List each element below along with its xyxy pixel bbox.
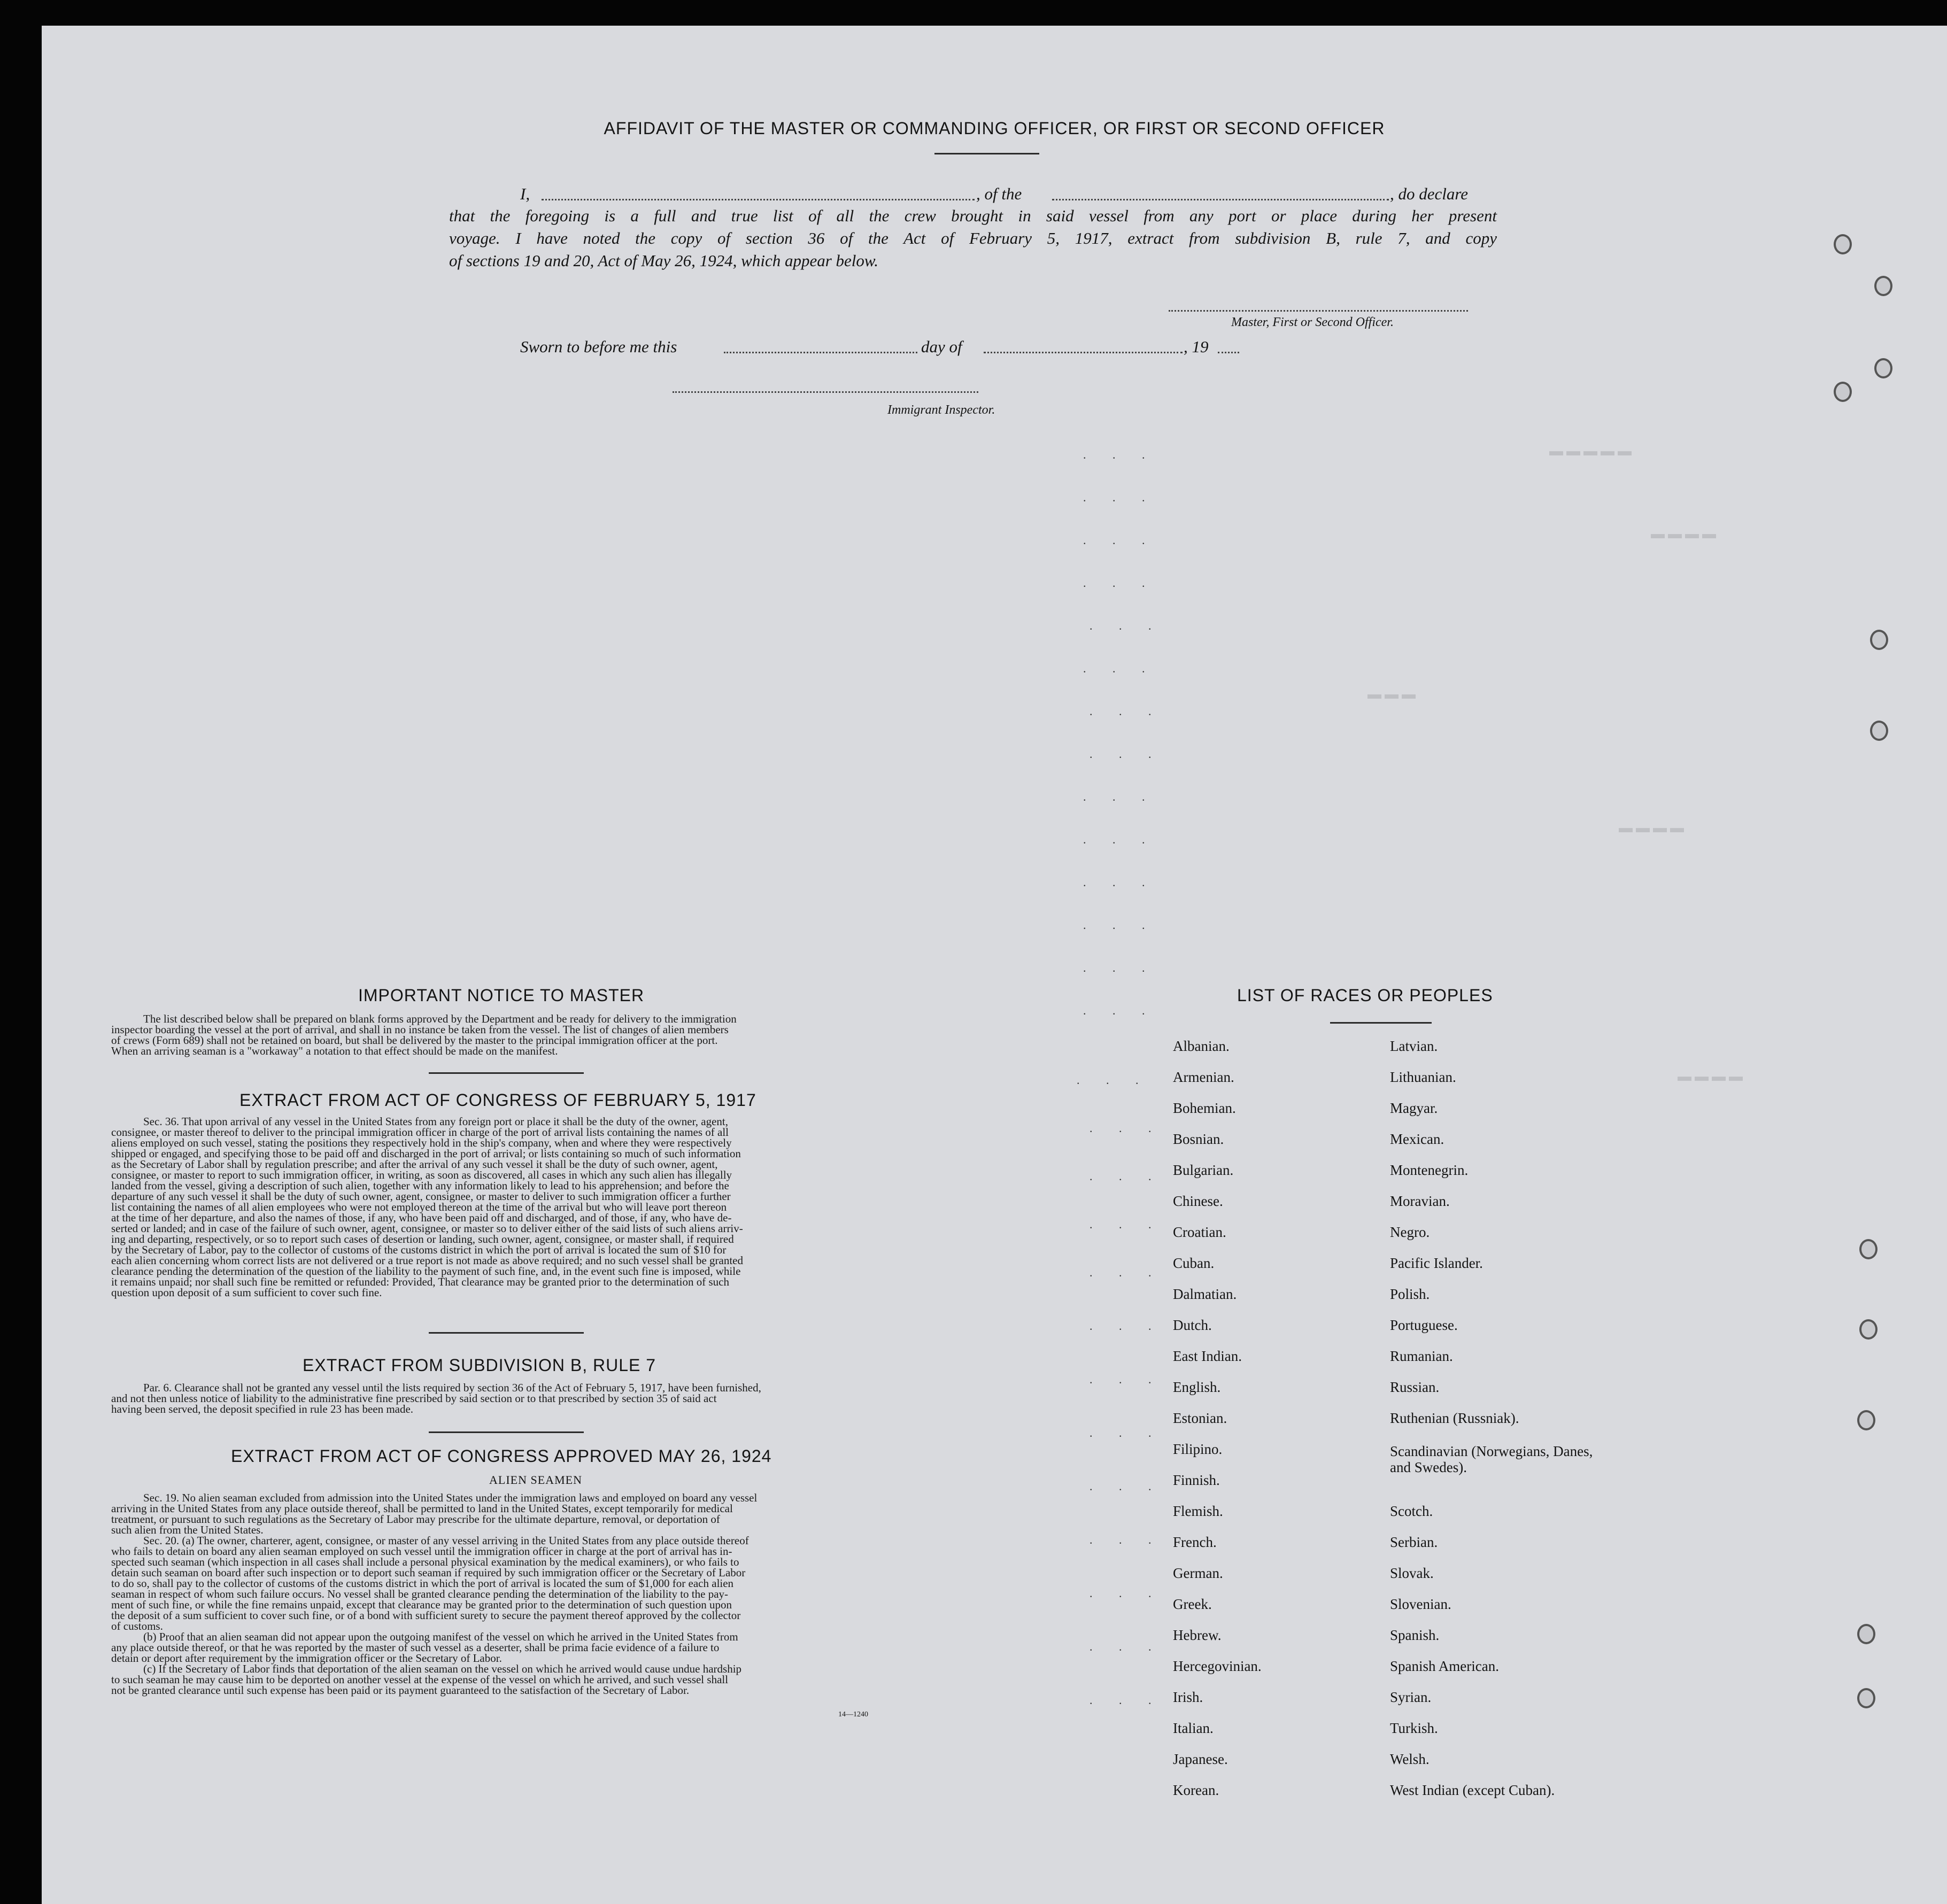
affidavit-line-4: of sections 19 and 20, Act of May 26, 1924, which appear below. (449, 251, 879, 270)
extract-1917-line: ing and departing, respectively, or so to report such cases of desertion or landing, such owner, agent, consignee, or master shall, if required (111, 1233, 734, 1245)
sworn-month-blank (984, 352, 1183, 353)
dot-leader: . . . (1090, 1640, 1163, 1653)
extract-1917-line: consignee, or master to report to such immigration officer, in writing, as soon as discovered, all cases in which any such alien has illegally (111, 1168, 732, 1181)
punch-hole (1859, 1239, 1878, 1259)
dot-leader: . . . (1090, 1533, 1163, 1546)
race-left: Greek. (1173, 1596, 1212, 1612)
sworn-year: , 19 (1184, 337, 1209, 356)
extract-1924-line: (b) Proof that an alien seaman did not appear upon the outgoing manifest of the vessel on which he arrived in the United States from (143, 1630, 738, 1643)
race-right: Spanish. (1390, 1627, 1440, 1643)
race-left: Bulgarian. (1173, 1162, 1234, 1178)
notice-line: When an arriving seaman is a "workaway" a notation to that effect should be made on the manifest. (111, 1044, 558, 1057)
notice-rule (429, 1072, 584, 1074)
race-right: Ruthenian (Russniak). (1390, 1410, 1519, 1426)
extract-1917-heading: EXTRACT FROM ACT OF CONGRESS OF FEBRUARY 5, 1917 (239, 1090, 756, 1110)
dot-leader: . . . (1090, 1170, 1163, 1183)
notice-line: inspector boarding the vessel at the port of arrival, and shall in no instance be taken from the vessel. The list of changes of alien members (111, 1023, 729, 1036)
punch-hole (1870, 721, 1888, 741)
dot-leader: . . . (1090, 1218, 1163, 1231)
race-right: Scandinavian (Norwegians, Danes, and Swedes). (1390, 1443, 1593, 1475)
extract-1917-text (111, 1116, 960, 1298)
extract-1924-line: ment of such fine, or while the fine remains unpaid, except that clearance may be granted prior to the determination of such question upon (111, 1598, 732, 1611)
extract-1924-line: seaman in respect of whom such failure occurs. No vessel shall be granted clearance pending the determination of the liability to the pay- (111, 1588, 729, 1600)
race-left: Dalmatian. (1173, 1286, 1237, 1302)
extract-1924-line: spected such seaman (which inspection in all cases shall include a personal physical examination by the medical examiners), or who fails to (111, 1555, 739, 1568)
punch-hole (1857, 1688, 1875, 1708)
extract-1924-text (111, 1492, 960, 1696)
rule7-text (111, 1382, 960, 1414)
signature-caption: Master, First or Second Officer. (1231, 315, 1394, 329)
race-left: French. (1173, 1534, 1217, 1550)
race-right: Magyar. (1390, 1100, 1438, 1116)
rule7-line: and not then unless notice of liability to the administrative fine prescribed by said section or to that prescribed by section 35 of said act (111, 1392, 717, 1405)
race-right: Spanish American. (1390, 1658, 1499, 1674)
race-left: Cuban. (1173, 1255, 1215, 1271)
dot-leader: . . . (1083, 491, 1157, 504)
extract-1924-line: not be granted clearance until such expense has been paid or its payment guaranteed to the satisfaction of the Secretary of Labor. (111, 1684, 690, 1697)
race-right: Latvian. (1390, 1038, 1438, 1054)
inspector-blank (673, 391, 978, 393)
race-right: Lithuanian. (1390, 1069, 1456, 1085)
punch-hole (1859, 1319, 1878, 1340)
notice-line: of crews (Form 689) shall not be retained on board, but shall be delivered by the master to the principal immigration officer at the port. (111, 1034, 718, 1047)
alien-seamen-subheading: ALIEN SEAMEN (489, 1473, 582, 1487)
signature-blank (1169, 310, 1468, 312)
document-page (42, 26, 1947, 1904)
race-left: Irish. (1173, 1689, 1203, 1705)
race-left: Flemish. (1173, 1503, 1223, 1519)
dot-leader: . . . (1083, 833, 1157, 846)
extract-1924-line: treatment, or pursuant to such regulations as the Secretary of Labor may prescribe for the ultimate departure, removal, or deportation of (111, 1513, 720, 1526)
punch-hole (1870, 630, 1888, 650)
race-left: Finnish. (1173, 1472, 1220, 1488)
race-right: Polish. (1390, 1286, 1430, 1302)
extract-1917-line: by the Secretary of Labor, pay to the collector of customs of the customs district in which the port of arrival is located the sum of $10 for (111, 1243, 727, 1256)
bleed-through: ▬▬▬▬ (1651, 525, 1719, 541)
extract-1917-line: consignee, or master thereof to deliver to the principal immigration officer in charge of the port of arrival lists containing the names of all (111, 1126, 729, 1139)
extract-1917-line: list containing the names of all alien employees who were not employed thereon at the time of the arrival but who will leave port thereon (111, 1201, 727, 1213)
dot-leader: . . . (1090, 747, 1163, 761)
race-left: Italian. (1173, 1720, 1214, 1736)
extract-1917-line: aliens employed on such vessel, stating the positions they respectively hold in the ship's company, when and where they were respectively (111, 1136, 732, 1149)
extract-1924-line: such alien from the United States. (111, 1523, 264, 1536)
dot-leader: . . . (1090, 1426, 1163, 1439)
race-left: East Indian. (1173, 1348, 1242, 1364)
dot-leader: . . . (1077, 1073, 1150, 1087)
race-left: Dutch. (1173, 1317, 1212, 1333)
race-right: Negro. (1390, 1224, 1430, 1240)
bleed-through: ▬▬▬▬▬ (1549, 443, 1635, 459)
race-right: Welsh. (1390, 1751, 1430, 1767)
race-left: Croatian. (1173, 1224, 1226, 1240)
race-right: Rumanian. (1390, 1348, 1453, 1364)
extract-1917-rule (429, 1332, 584, 1334)
race-right: West Indian (except Cuban). (1390, 1782, 1555, 1798)
extract-1917-line: shipped or engaged, and specifying those to be paid off and discharged in the port of arrival; or lists containing so much of such information (111, 1147, 741, 1160)
dot-leader: . . . (1090, 1319, 1163, 1333)
dot-leader: . . . (1083, 790, 1157, 803)
race-right: Russian. (1390, 1379, 1440, 1395)
race-right: Moravian. (1390, 1193, 1450, 1209)
extract-1924-line: (c) If the Secretary of Labor finds that deportation of the alien seaman on the vessel on which he arrived would cause undue hardship (143, 1662, 742, 1675)
race-left: Chinese. (1173, 1193, 1223, 1209)
extract-1924-line: Sec. 19. No alien seaman excluded from admission into the United States under the immigration laws and employed on board any vessel (143, 1491, 758, 1504)
race-left: Korean. (1173, 1782, 1219, 1798)
sworn-year-blank (1218, 352, 1239, 353)
race-right: Turkish. (1390, 1720, 1438, 1736)
dot-leader: . . . (1083, 1004, 1157, 1017)
extract-1917-line: serted or landed; and in case of the failure of such owner, agent, consignee, or master so to deliver either of the said lists of such aliens arriv- (111, 1222, 743, 1235)
notice-heading: IMPORTANT NOTICE TO MASTER (358, 986, 645, 1005)
extract-1924-line: Sec. 20. (a) The owner, charterer, agent, consignee, or master of any vessel arriving in the United States from any place outside thereof (143, 1534, 749, 1547)
rule7-line: having been served, the deposit specified in rule 23 has been made. (111, 1403, 414, 1415)
extract-1924-line: the deposit of a sum sufficient to cover such fine, or of a bond with sufficient surety to secure the payment thereof approved by the collector (111, 1609, 741, 1622)
races-rule (1330, 1022, 1432, 1024)
race-left: Bohemian. (1173, 1100, 1236, 1116)
affidavit-i: I, (520, 184, 530, 203)
extract-1924-line: detain such seaman on board after such inspection or to deport such seaman if required by such immigration officer or the Secretary of Labor (111, 1566, 746, 1579)
punch-hole (1874, 276, 1892, 296)
extract-1917-line: each alien concerning whom correct lists are not delivered or a true report is not made as above required; and no such vessel shall be granted (111, 1254, 743, 1267)
extract-1917-line: clearance pending the determination of the question of the liability to the payment of such fine, and, in the event such fine is imposed, while (111, 1265, 741, 1278)
race-right: Scotch. (1390, 1503, 1433, 1519)
extract-1924-line: who fails to detain on board any alien seaman employed on such vessel until the immigration officer in charge at the port of arrival has in- (111, 1545, 732, 1558)
affidavit-line-3: voyage. I have noted the copy of section 36 of the Act of February 5, 1917, extract from subdivision B, rule 7, and copy (449, 229, 1497, 247)
extract-1924-line: to such seaman he may cause him to be deported on another vessel at the expense of the vessel on which he arrived, and such vessel shall (111, 1673, 729, 1686)
dot-leader: . . . (1083, 961, 1157, 974)
extract-1924-line: to do so, shall pay to the collector of customs of the customs district in which the port of arrival is located the sum of $1,000 for each alien (111, 1577, 734, 1590)
punch-hole (1857, 1624, 1875, 1644)
affidavit-line-2: that the foregoing is a full and true list of all the crew brought in said vessel from any port or place during her present (449, 206, 1497, 225)
race-left: Hebrew. (1173, 1627, 1222, 1643)
dot-leader: . . . (1090, 1373, 1163, 1386)
race-left: Japanese. (1173, 1751, 1228, 1767)
extract-1924-heading: EXTRACT FROM ACT OF CONGRESS APPROVED MAY 26, 1924 (231, 1446, 772, 1466)
extract-1917-line: departure of any such vessel it shall be the duty of such owner, agent, consignee, or master to deliver to such immigration officer a further (111, 1190, 731, 1203)
race-left: Filipino. (1173, 1441, 1223, 1457)
dot-leader: . . . (1090, 1121, 1163, 1135)
form-number: 14—1240 (838, 1710, 868, 1719)
sworn-day-blank (724, 352, 917, 353)
dot-leader: . . . (1090, 1693, 1163, 1707)
title-rule (934, 153, 1039, 154)
race-left: Hercegovinian. (1173, 1658, 1262, 1674)
dot-leader: . . . (1090, 1266, 1163, 1279)
bleed-through: ▬▬▬▬ (1619, 819, 1687, 835)
extract-1917-line: question upon deposit of a sum sufficient to cover such fine. (111, 1286, 382, 1299)
dot-leader: . . . (1083, 448, 1157, 461)
affidavit-title: AFFIDAVIT OF THE MASTER OR COMMANDING OFFICER, OR FIRST OR SECOND OFFICER (604, 119, 1385, 138)
extract-1924-line: arriving in the United States from any place outside thereof, shall be permitted to land in the United States, except temporarily for medical (111, 1502, 733, 1515)
extract-1917-line: it remains unpaid; nor shall such fine be remitted or refunded: Provided, That clearance may be granted prior to the determination of such (111, 1275, 729, 1288)
race-right: Portuguese. (1390, 1317, 1458, 1333)
dot-leader: . . . (1083, 876, 1157, 889)
dot-leader: . . . (1090, 1586, 1163, 1600)
punch-hole (1834, 234, 1852, 254)
dot-leader: . . . (1083, 576, 1157, 590)
dot-leader: . . . (1090, 1480, 1163, 1493)
extract-1917-line: landed from the vessel, giving a description of such alien, together with any information likely to lead to his apprehension; and before the (111, 1179, 729, 1192)
dot-leader: . . . (1083, 662, 1157, 675)
race-right: Slovak. (1390, 1565, 1434, 1581)
dot-leader: . . . (1090, 705, 1163, 718)
extract-1924-line: detain or deport after requirement by the immigration officer or the Secretary of Labor. (111, 1652, 502, 1665)
rule7-line: Par. 6. Clearance shall not be granted any vessel until the lists required by section 36 of the Act of February 5, 1917, have been furnished, (143, 1381, 761, 1394)
extract-1917-line: at the time of her departure, and also the names of those, if any, who have been paid off and discharged, and of those, if any, who have de- (111, 1211, 732, 1224)
race-right: Syrian. (1390, 1689, 1432, 1705)
race-right: Montenegrin. (1390, 1162, 1469, 1178)
race-right: Slovenian. (1390, 1596, 1451, 1612)
dot-leader: . . . (1083, 918, 1157, 932)
punch-hole (1857, 1410, 1875, 1430)
affidavit-declare: , do declare (1390, 184, 1469, 203)
race-right: Mexican. (1390, 1131, 1444, 1147)
inspector-caption: Immigrant Inspector. (887, 403, 995, 417)
affidavit-of-the: , of the (976, 184, 1022, 203)
sworn-day-of: day of (921, 337, 962, 356)
rule7-rule (429, 1431, 584, 1433)
notice-line: The list described below shall be prepared on blank forms approved by the Department and be ready for delivery to the immigration (143, 1012, 737, 1025)
race-left: Albanian. (1173, 1038, 1230, 1054)
notice-text (111, 1013, 960, 1056)
race-left: English. (1173, 1379, 1221, 1395)
vessel-blank (1052, 199, 1389, 200)
race-left: German. (1173, 1565, 1223, 1581)
bleed-through: ▬▬▬ (1367, 686, 1419, 702)
sworn-text: Sworn to before me this (520, 337, 677, 356)
name-blank (542, 199, 975, 200)
race-right: Pacific Islander. (1390, 1255, 1483, 1271)
rule7-heading: EXTRACT FROM SUBDIVISION B, RULE 7 (303, 1356, 656, 1375)
punch-hole (1834, 382, 1852, 402)
bleed-through: ▬▬▬▬ (1678, 1068, 1746, 1084)
extract-1917-line: Sec. 36. That upon arrival of any vessel in the United States from any foreign port or place it shall be the duty of the owner, agent, (143, 1115, 728, 1128)
race-left: Estonian. (1173, 1410, 1227, 1426)
race-left: Armenian. (1173, 1069, 1234, 1085)
extract-1924-line: of customs. (111, 1620, 163, 1632)
dot-leader: . . . (1083, 533, 1157, 547)
punch-hole (1874, 358, 1892, 378)
extract-1924-line: any place outside thereof, or that he was reported by the master of such vessel as a deserter, shall be prima facie evidence of a failure to (111, 1641, 720, 1654)
race-right: Serbian. (1390, 1534, 1438, 1550)
race-left: Bosnian. (1173, 1131, 1224, 1147)
extract-1917-line: as the Secretary of Labor shall by regulation prescribe; and after the arrival of any such vessel it shall be the duty of such owner, agent, (111, 1158, 718, 1171)
dot-leader: . . . (1090, 619, 1163, 632)
races-heading: LIST OF RACES OR PEOPLES (1237, 986, 1493, 1005)
